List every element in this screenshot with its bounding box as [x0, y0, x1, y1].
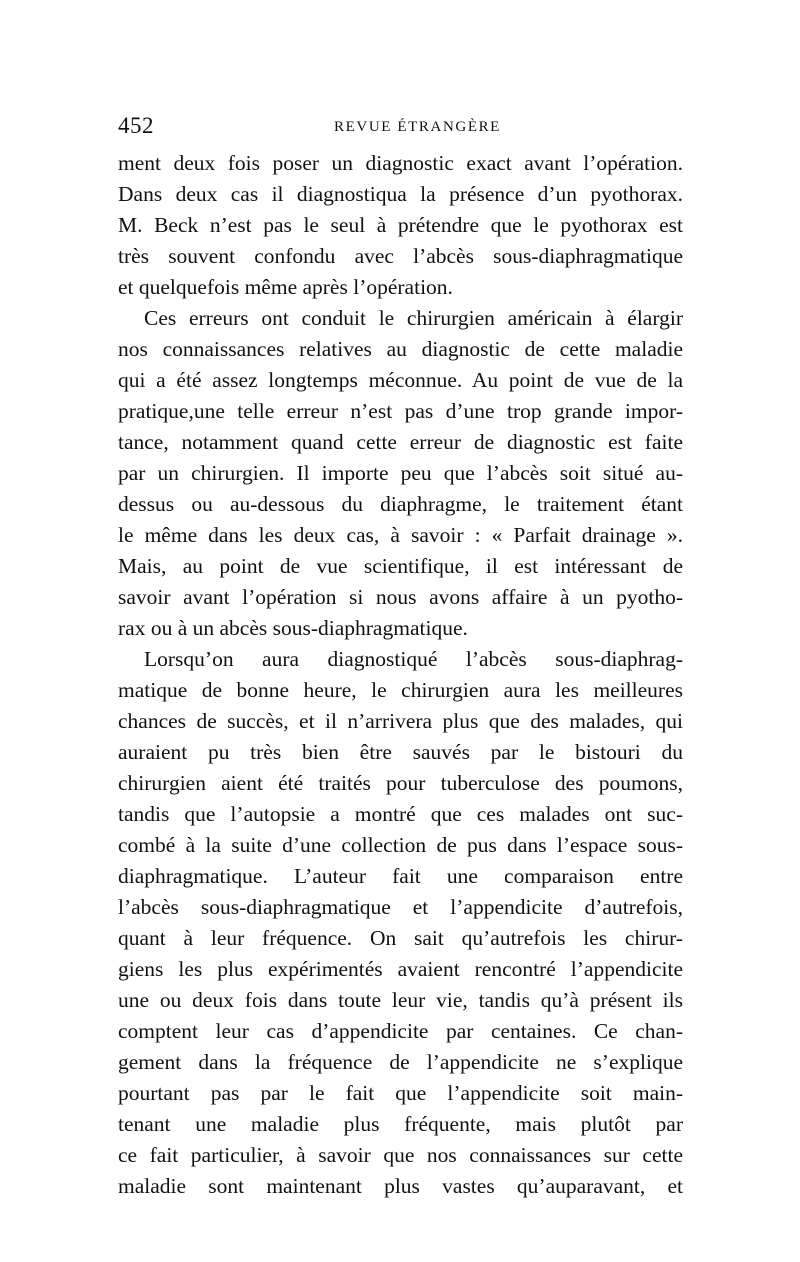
- text-line: ment deux fois poser un diagnostic exact avant l’opération.: [118, 151, 683, 175]
- text-line: diaphragmatique. L’auteur fait une comparaison entre: [118, 864, 683, 888]
- text-line: pratique,une telle erreur n’est pas d’une trop grande impor-: [118, 399, 683, 423]
- text-line: Lorsqu’on aura diagnostiqué l’abcès sous-diaphrag-: [144, 647, 683, 671]
- text-line: giens les plus expérimentés avaient rencontré l’appendicite: [118, 957, 683, 981]
- text-line: Dans deux cas il diagnostiqua la présence d’un pyothorax.: [118, 182, 683, 206]
- text-line: gement dans la fréquence de l’appendicite ne s’explique: [118, 1050, 683, 1074]
- text-line: quant à leur fréquence. On sait qu’autrefois les chirur-: [118, 926, 683, 950]
- text-line: combé à la suite d’une collection de pus dans l’espace sous-: [118, 833, 683, 857]
- text-line: pourtant pas par le fait que l’appendicite soit main-: [118, 1081, 683, 1105]
- text-line: le même dans les deux cas, à savoir : « Parfait drainage ».: [118, 523, 683, 547]
- text-line: Ces erreurs ont conduit le chirurgien américain à élargir: [144, 306, 683, 330]
- text-line: qui a été assez longtemps méconnue. Au point de vue de la: [118, 368, 683, 392]
- text-line: matique de bonne heure, le chirurgien aura les meilleures: [118, 678, 683, 702]
- text-line: comptent leur cas d’appendicite par centaines. Ce chan-: [118, 1019, 683, 1043]
- text-line: chirurgien aient été traités pour tuberculose des poumons,: [118, 771, 683, 795]
- text-line: tance, notamment quand cette erreur de diagnostic est faite: [118, 430, 683, 454]
- running-head: [118, 111, 683, 141]
- text-line: dessus ou au-dessous du diaphragme, le traitement étant: [118, 492, 683, 516]
- text-line: l’abcès sous-diaphragmatique et l’appendicite d’autrefois,: [118, 895, 683, 919]
- text-line: très souvent confondu avec l’abcès sous-diaphragmatique: [118, 244, 683, 268]
- text-line: auraient pu très bien être sauvés par le bistouri du: [118, 740, 683, 764]
- text-line: M. Beck n’est pas le seul à prétendre que le pyothorax est: [118, 213, 683, 237]
- text-line: nos connaissances relatives au diagnostic de cette maladie: [118, 337, 683, 361]
- text-line: savoir avant l’opération si nous avons affaire à un pyotho-: [118, 585, 683, 609]
- running-title: REVUE ÉTRANGÈRE: [334, 119, 501, 135]
- text-line: maladie sont maintenant plus vastes qu’auparavant, et: [118, 1174, 683, 1198]
- text-line: ce fait particulier, à savoir que nos connaissances sur cette: [118, 1143, 683, 1167]
- text-line: chances de succès, et il n’arrivera plus que des malades, qui: [118, 709, 683, 733]
- text-line: par un chirurgien. Il importe peu que l’abcès soit situé au-: [118, 461, 683, 485]
- text-line: Mais, au point de vue scientifique, il est intéressant de: [118, 554, 683, 578]
- text-line: rax ou à un abcès sous-diaphragmatique.: [118, 616, 468, 640]
- text-line: tenant une maladie plus fréquente, mais plutôt par: [118, 1112, 683, 1136]
- text-line: tandis que l’autopsie a montré que ces malades ont suc-: [118, 802, 683, 826]
- body-text: [118, 148, 683, 1202]
- text-line: et quelquefois même après l’opération.: [118, 275, 453, 299]
- text-line: une ou deux fois dans toute leur vie, tandis qu’à présent ils: [118, 988, 683, 1012]
- page-number: 452: [118, 113, 154, 138]
